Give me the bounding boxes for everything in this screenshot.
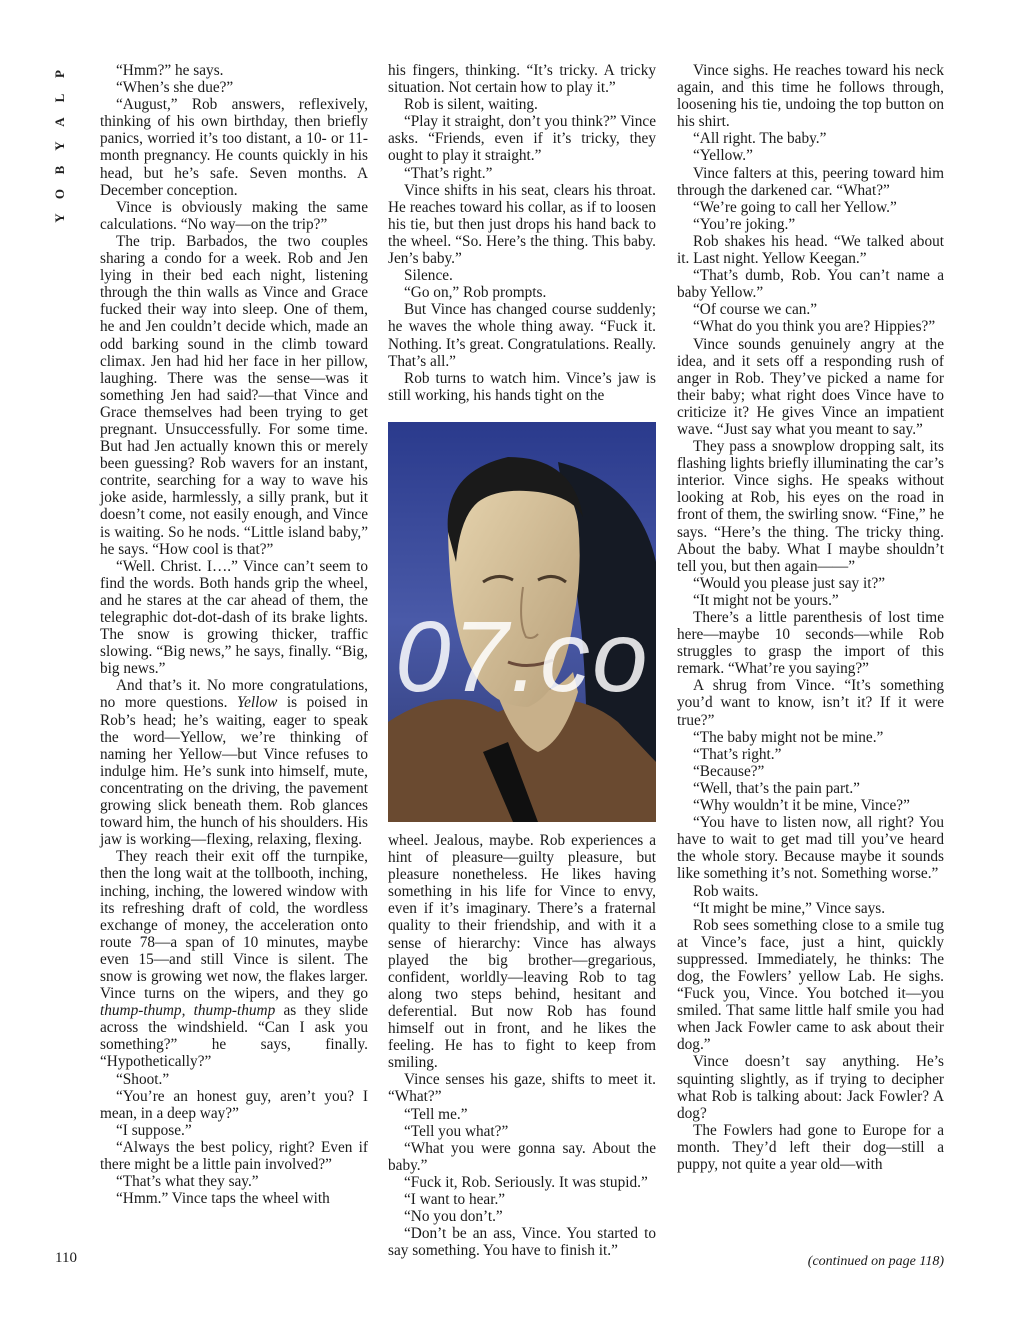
paragraph: Vince falters at this, peering toward him through the darkened car. “What?” (677, 164, 944, 199)
magazine-letter: B (52, 165, 67, 175)
paragraph: Vince doesn’t say anything. He’s squinting slightly, as if trying to decipher what Rob is talking about: Jack Fowler? A dog? (677, 1053, 944, 1122)
paragraph: “I suppose.” (116, 1121, 192, 1139)
paragraph: “That’s right.” (693, 745, 782, 763)
paragraph: “All right. The baby.” (693, 130, 827, 148)
paragraph: Rob shakes his head. “We talked about it. Last night. Yellow Keegan.” (677, 232, 944, 268)
paragraph-text: They reach their exit off the turnpike, then the long wait at the tollbooth, inching, inching, inching, the lowered window with its refreshing draft of cold, the wordless exchange of money, the acceleration onto route 78—a span of 10 minutes, maybe even 15—and still Vince is silent. The snow is growing wet now, the flakes larger. Vince turns on the wipers, and they go (100, 848, 368, 1003)
paragraph: “You’re an honest guy, aren’t you? I mean, in a deep way?” (100, 1087, 368, 1122)
paragraph: Vince shifts in his seat, clears his throat. He reaches toward his collar, as if to loosen his tie, but then just drops his hand back to the wheel. “So. Here’s the thing. This baby. Jen’s baby.” (388, 181, 656, 268)
paragraph: “What do you think you are? Hippies?” (693, 318, 936, 336)
paragraph: “When’s she due?” (116, 79, 234, 97)
paragraph: “Shoot.” (116, 1070, 170, 1088)
paragraph (100, 848, 368, 1070)
illustration-man-in-car (388, 422, 656, 822)
paragraph (100, 677, 368, 848)
paragraph: “Hmm?” he says. (116, 62, 224, 79)
paragraph: “Hmm.” Vince taps the wheel with (116, 1190, 330, 1208)
paragraph: The trip. Barbados, the two couples sharing a condo for a week. Rob and Jen lying in their bed each night, listening through the thin walls as Vince and Grace fucked their way into sleep. One of them, he and Jen couldn’t decide which, made an odd barking sound in the climb toward climax. Jen had hid her face in her pillow, laughing. There was the sense—was it something Jen had said?—that Vince and Grace themselves had been trying to get pregnant. Unsuccessfully. For some time. But had Jen actually known this or merely been guessing? Rob wavers for an instant, contrite, searching for a way to wave his joke aside, harmlessly, a silly prank, but it doesn’t come, not easily enough, and Vince is waiting. So he nods. “Little island baby,” he says. “How cool is that?” (100, 232, 368, 558)
paragraph: “No you don’t.” (404, 1208, 503, 1226)
emphasis-thump: thump-thump, thump-thump (100, 1002, 276, 1020)
emphasis-yellow: Yellow (237, 694, 278, 712)
paragraph: Rob turns to watch him. Vince’s jaw is still working, his hands tight on the (388, 369, 656, 404)
paragraph-text: is poised in Rob’s head; he’s waiting, eager to speak the word—Yellow, we’re thinking of naming her Yellow—but Vince refuses to indulge him. He’s sunk into himself, mute, concentrating on the driving, the pavement growing slick beneath them. Rob glances toward him, the hunch of his shoulders. His jaw is working—flexing, relaxing, flexing. (100, 694, 368, 849)
paragraph: “Always the best policy, right? Even if there might be a little pain involved?” (100, 1138, 368, 1173)
paragraph: Rob waits. (693, 882, 759, 900)
paragraph: “Well. Christ. I….” Vince can’t seem to find the words. Both hands grip the wheel, and he stares at the car ahead of them, the telegraphic dot-dot-dash of its brake lights. The snow is growing thicker, traffic slowing. “Big news,” he says, finally. “Big, big news.” (100, 557, 368, 678)
paragraph-text: as they slide across the windshield. “Can I ask you something?” he says, finally. “Hypothetically?” (100, 1002, 368, 1071)
paragraph: “That’s dumb, Rob. You can’t name a baby Yellow.” (677, 267, 944, 302)
paragraph-text: And that’s it. No more congratulations, no more questions. (100, 677, 368, 712)
paragraph: “August,” Rob answers, reflexively, thinking of his own birthday, then briefly panics, worried it’s too distant, a 10- or 11-month pregnancy. He counts quickly in his head, but he’s safe. Seven months. A December conception. (100, 96, 368, 199)
paragraph: A shrug from Vince. “It’s something you’d want to know, isn’t it? If it were true?” (677, 677, 944, 729)
paragraph: “That’s right.” (404, 164, 493, 182)
paragraph: “We’re going to call her Yellow.” (693, 198, 897, 216)
paragraph: Silence. (404, 267, 453, 285)
paragraph: Vince sounds genuinely angry at the idea, and it sets off a responding rush of anger in Rob. They’ve picked a name for their baby; what right does Vince have to criticize it? He gives Vince an impatient wave. “Just say what you meant to say.” (677, 335, 944, 438)
illustration-svg (388, 422, 656, 822)
paragraph: There’s a little parenthesis of lost time here—maybe 10 seconds—while Rob struggles to grasp the import of this remark. “What’re you saying?” (677, 609, 944, 678)
paragraph: “Because?” (693, 762, 765, 780)
paragraph: Rob is silent, waiting. (404, 96, 538, 114)
paragraph: “What you were gonna say. About the baby.” (388, 1139, 656, 1174)
paragraph: “That’s what they say.” (116, 1173, 259, 1191)
paragraph: “Why wouldn’t it be mine, Vince?” (693, 797, 910, 815)
paragraph: They pass a snowplow dropping salt, its flashing lights briefly illuminating the car’s interior. Vince sighs. He speaks without looking at Rob, his eyes on the road in front of them, the swirling snow. “Fine,” he says. “Here’s the thing. The tricky thing. About the baby. What I maybe shouldn’t tell you, but then again——” (677, 438, 944, 575)
magazine-letter: Y (52, 213, 67, 223)
paragraph: Vince sighs. He reaches toward his neck again, and this time he follows through, loosening his tie, undoing the top button on his shirt. (677, 62, 944, 131)
paragraph: “Well, that’s the pain part.” (693, 779, 860, 797)
paragraph: “Don’t be an ass, Vince. You started to say something. You have to finish it.” (388, 1225, 656, 1260)
text-column-2-bottom (388, 832, 656, 1259)
paragraph: Vince senses his gaze, shifts to meet it. “What?” (388, 1071, 656, 1106)
paragraph: “Would you please just say it?” (693, 574, 886, 592)
paragraph: “You have to listen now, all right? You have to wait to get mad till you’ve heard the whole story. Because maybe it sounds like something it’s not. Something worse.” (677, 814, 944, 883)
paragraph: Rob sees something close to a smile tug at Vince’s face, just a hint, quickly suppressed. Immediately, he thinks: The dog, the Fowlers’ yellow Lab. He sighs. “Fuck you, Vince. You botched it—you smiled. That same little half smile you had when Jack Fowler came to ask about their dog.” (677, 916, 944, 1054)
paragraph: The Fowlers had gone to Europe for a month. They’d left their dog—still a puppy, not quite a year old—with (677, 1121, 944, 1173)
magazine-letter: O (52, 188, 67, 200)
continued-note: (continued on page 118) (807, 1254, 944, 1269)
magazine-name-vertical (50, 62, 70, 230)
paragraph: “Fuck it, Rob. Seriously. It was stupid.” (404, 1173, 648, 1191)
page-number: 110 (55, 1250, 77, 1266)
paragraph: “The baby might not be mine.” (693, 728, 884, 746)
text-column-3 (677, 62, 944, 1173)
paragraph: “It might not be yours.” (693, 591, 839, 609)
paragraph: wheel. Jealous, maybe. Rob experiences a hint of pleasure—guilty pleasure, but pleasure nonetheless. He likes having something in his life for Vince to envy, even if it’s imaginary. There’s a fraternal quality to their friendship, and with it a sense of hierarchy: Vince has always played the big brother—gregarious, confident, worldly—leaving Rob to tag along two steps behind, hesitant and deferential. But now Rob has found himself out in front, and he likes the feeling. He has to fight to keep from smiling. (388, 832, 656, 1072)
paragraph: “Yellow.” (693, 147, 753, 165)
magazine-letter: L (52, 93, 67, 103)
paragraph: “Tell you what?” (404, 1122, 509, 1140)
watermark: 07.co (395, 601, 650, 713)
paragraph: “Tell me.” (404, 1105, 468, 1123)
paragraph: Vince is obviously making the same calculations. “No way—on the trip?” (100, 198, 368, 233)
magazine-letter: A (52, 117, 67, 127)
paragraph: But Vince has changed course suddenly; he waves the whole thing away. “Fuck it. Nothing. It’s great. Congratulations. Really. That’s all.” (388, 301, 656, 370)
paragraph: “Go on,” Rob prompts. (404, 284, 547, 302)
paragraph: “Of course we can.” (693, 301, 818, 319)
magazine-letter: Y (52, 141, 67, 151)
paragraph: “I want to hear.” (404, 1190, 506, 1208)
paragraph: his fingers, thinking. “It’s tricky. A tricky situation. Not certain how to play it.” (388, 62, 656, 97)
magazine-letter: P (52, 70, 67, 78)
text-column-2-top (388, 62, 656, 404)
paragraph: “It might be mine,” Vince says. (693, 899, 886, 917)
paragraph: “You’re joking.” (693, 215, 796, 233)
paragraph: “Play it straight, don’t you think?” Vince asks. “Friends, even if it’s tricky, they ought to play it straight.” (388, 113, 656, 165)
text-column-1 (100, 62, 368, 1207)
